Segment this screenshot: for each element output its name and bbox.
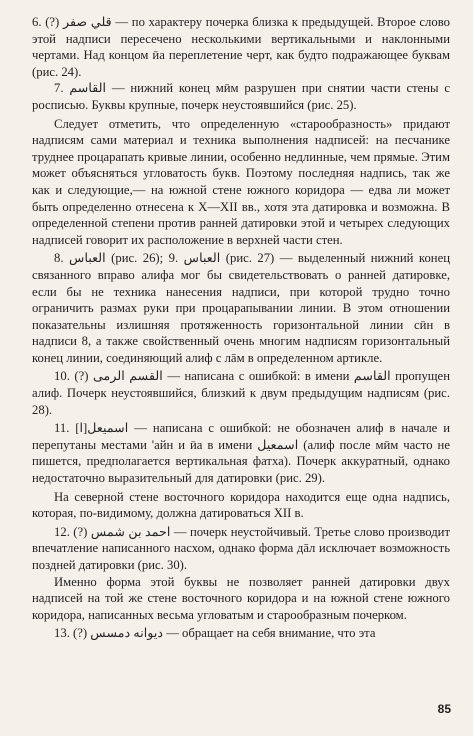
paragraph: 12. (?) احمد بن شمس — почерк неустойчивый. Третье слово производит впечатление написанного насхом, однако форма дāл исключает возможность поздней датировки (рис. 30). xyxy=(32,524,450,572)
paragraph: Следует отметить, что определенную «старообразность» придают надписям сами материал и техника выполнения надписей: на песчанике труднее процарапать кривые линии, особенно недлинные, чем прямые. Этим может объясняться угловатость букв. Поэтому последняя надпись, так же как и следующие,— на южной стене южного коридора — едва ли может быть определенно отнесена к X—XII вв., хотя эта датировка и возможна. В определенной степени против ранней датировки этой и четырех следующих надписей говорит их расположение в верхней части стен. xyxy=(32,116,450,247)
paragraph: 7. القاسم — нижний конец мӣм разрушен при снятии части стены с росписью. Буквы крупные, почерк неустоявшийся (рис. 25). xyxy=(32,81,451,112)
paragraph: Именно форма этой буквы не позволяет ранней датировки двух надписей на той же стене восточного коридора и на южной стене южного коридора, написанных весьма угловатым и старообразным почерком. xyxy=(32,574,450,622)
body-text xyxy=(32,14,450,642)
paragraph: 10. (?) القسم الرمى — написана с ошибкой: в имени القاسم пропущен алиф. Почерк неустоявшийся, близкий к двум предыдущим надписям (рис. 28). xyxy=(32,369,450,417)
paragraph: На северной стене восточного коридора находится еще одна надпись, которая, по-видимому, должна датироваться XII в. xyxy=(32,489,450,521)
paragraph: 11. اسميعل[ا] — написана с ошибкой: не обозначен алиф в начале и перепутаны местами 'айн и ӣа в имени اسمعيل (алиф после мӣм часто не пишется, предполагается вертикальная фатха). Почерк аккуратный, однако недостаточно выразительный для датировки (рис. 29). xyxy=(32,421,451,486)
paragraph: 13. (?) ديوانه دمسس — обращает на себя внимание, что эта xyxy=(54,626,376,641)
page-number: 85 xyxy=(437,702,451,716)
paragraph: 8. العباس (рис. 26); 9. العباس (рис. 27) — выделенный нижний конец связанного вправо алифа мог бы свидетельствовать о ранней датировке, если бы не техника нанесения надписи, при которой трудно точно ограничить размах руки при процарапывании линии. В этом отношении показательны излишняя протяженность горизонтальной линии сӣн в надписи 8, а также свойственный очень многим надписям горизонтальный конец линии, соединяющий алиф с лāм в определенном артикле. xyxy=(32,251,450,365)
paragraph: 6. (?) قلي صفر — по характеру почерка близка к предыдущей. Второе слово этой надписи пересечено несколькими вертикальными и наклонными чертами. Над концом ӣа переплетение черт, как будто подражающее буквам (рис. 24). xyxy=(32,15,450,79)
